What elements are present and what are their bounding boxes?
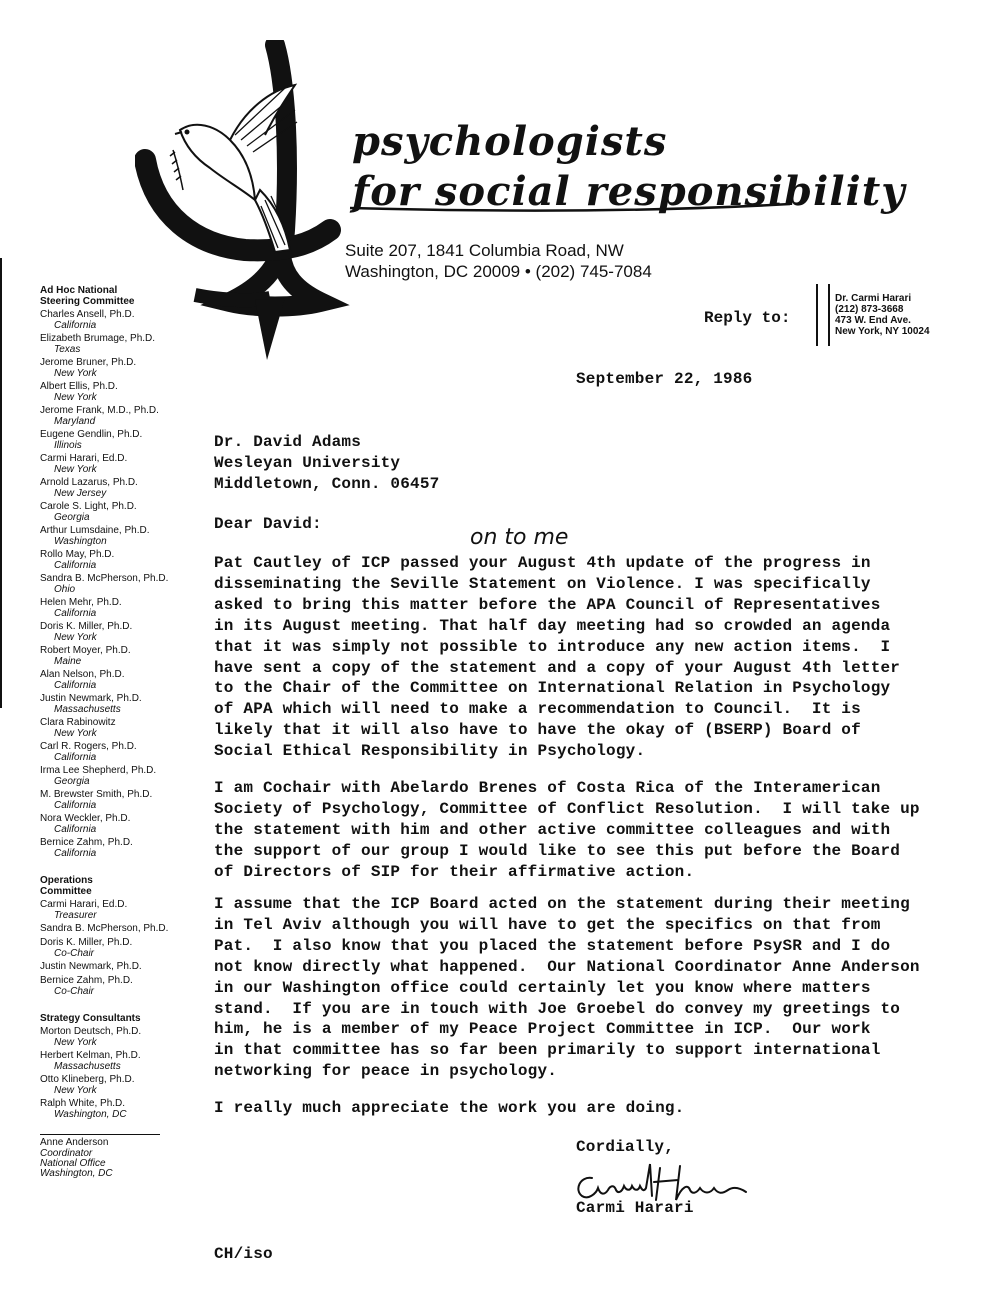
committee-member-name: Morton Deutsch, Ph.D. <box>40 1026 142 1037</box>
committee-member-name: Jerome Frank, M.D., Ph.D. <box>40 405 159 416</box>
strategy-heading: Strategy Consultants <box>40 1013 141 1024</box>
committee-member-name: Doris K. Miller, Ph.D. <box>40 621 133 632</box>
committee-member-detail: Maine <box>54 656 82 667</box>
committee-member-name: Carole S. Light, Ph.D. <box>40 501 137 512</box>
coordinator-place: Washington, DC <box>40 1168 113 1179</box>
committee-member-name: Irma Lee Shepherd, Ph.D. <box>40 765 157 776</box>
committee-member-name: Herbert Kelman, Ph.D. <box>40 1050 141 1061</box>
steering-heading-line-1: Ad Hoc National <box>40 285 118 296</box>
committee-member-name: Alan Nelson, Ph.D. <box>40 669 125 680</box>
committee-member-name: Helen Mehr, Ph.D. <box>40 597 122 608</box>
committee-member-name: Ralph White, Ph.D. <box>40 1098 126 1109</box>
committee-member-detail: Massachusetts <box>54 1061 121 1072</box>
committee-member-detail: California <box>54 824 97 835</box>
committee-member-name: Charles Ansell, Ph.D. <box>40 309 135 320</box>
coordinator-role-2: National Office <box>40 1158 106 1169</box>
committee-member-detail: Treasurer <box>54 910 97 921</box>
committee-member-detail: New York <box>54 368 97 379</box>
committee-member-name: Justin Newmark, Ph.D. <box>40 961 142 972</box>
committee-member-name: Carl R. Rogers, Ph.D. <box>40 741 137 752</box>
handwritten-insert: on to me <box>470 525 569 550</box>
org-name-line-1: psychologists <box>352 118 668 165</box>
committee-member-detail: Ohio <box>54 584 76 595</box>
committee-member-name: Sandra B. McPherson, Ph.D. <box>40 923 169 934</box>
reply-phone: (212) 873-3668 <box>835 304 904 315</box>
reply-divider <box>816 284 830 346</box>
salutation: Dear David: <box>214 515 322 533</box>
letter-paragraph-4: I really much appreciate the work you are doing. <box>214 1099 685 1117</box>
committee-member-name: Eugene Gendlin, Ph.D. <box>40 429 143 440</box>
committee-member-name: Bernice Zahm, Ph.D. <box>40 837 133 848</box>
inside-address: Dr. David Adams Wesleyan University Middletown, Conn. 06457 <box>214 433 440 493</box>
committee-member-name: Arnold Lazarus, Ph.D. <box>40 477 138 488</box>
committee-member-name: Robert Moyer, Ph.D. <box>40 645 131 656</box>
committee-member-detail: California <box>54 752 97 763</box>
committee-member-name: Jerome Bruner, Ph.D. <box>40 357 137 368</box>
committee-member-name: Nora Weckler, Ph.D. <box>40 813 131 824</box>
committee-member-detail: California <box>54 800 97 811</box>
committee-member-detail: New York <box>54 1085 97 1096</box>
org-name-line-2: for social responsibility <box>352 168 906 215</box>
committee-member-detail: New York <box>54 632 97 643</box>
committee-member-detail: New York <box>54 1037 97 1048</box>
coordinator-role-1: Coordinator <box>40 1148 93 1159</box>
committee-member-detail: California <box>54 680 97 691</box>
committee-member-detail: California <box>54 608 97 619</box>
committee-member-name: Elizabeth Brumage, Ph.D. <box>40 333 156 344</box>
committee-member-detail: New Jersey <box>54 488 107 499</box>
committee-member-detail: New York <box>54 392 97 403</box>
committee-member-detail: Georgia <box>54 776 90 787</box>
letter-paragraph-3: I assume that the ICP Board acted on the statement during their meeting in Tel Aviv although you will have to get the specifics on that from Pat. I also know that you placed the statement before PsySR and I do not know directly what happened. Our National Coordinator Anne Anderson in our Washington office could certainly let you know where matters stand. If you are in touch with Joe Groebel do convey my greetings to him, he is a member of my Peace Project Committee in ICP. Our work in that committee has so far been primarily to support international networking for peace in psychology. <box>214 895 920 1081</box>
steering-heading-line-2: Steering Committee <box>40 296 135 307</box>
typist-initials: CH/iso <box>214 1245 273 1263</box>
closing: Cordially, <box>576 1138 675 1156</box>
steering-committee-list <box>40 309 210 859</box>
committee-member-detail: Illinois <box>54 440 82 451</box>
org-address-line-2: Washington, DC 20009 • (202) 745-7084 <box>345 262 652 281</box>
letter-date: September 22, 1986 <box>576 370 753 388</box>
committee-member-name: Doris K. Miller, Ph.D. <box>40 937 133 948</box>
committee-member-detail: Maryland <box>54 416 96 427</box>
committee-member-name: M. Brewster Smith, Ph.D. <box>40 789 153 800</box>
committee-member-detail: Georgia <box>54 512 90 523</box>
committee-member-detail: Co-Chair <box>54 948 95 959</box>
committee-member-detail: Texas <box>54 344 81 355</box>
committee-member-name: Otto Klineberg, Ph.D. <box>40 1074 135 1085</box>
committee-member-name: Rollo May, Ph.D. <box>40 549 115 560</box>
committee-member-detail: Washington <box>54 536 107 547</box>
operations-heading-line-1: Operations <box>40 875 93 886</box>
letter-paragraph-2: I am Cochair with Abelardo Brenes of Costa Rica of the Interamerican Society of Psychology, Committee of Conflict Resolution. I will take up the statement with him and other active committee colleagues and with the support of our group I would like to see this put before the Board of Directors of SIP for their affirmative action. <box>214 779 920 881</box>
operations-heading-line-2: Committee <box>40 886 92 897</box>
committee-member-detail: Massachusetts <box>54 704 121 715</box>
strategy-consultants-list <box>40 1026 210 1120</box>
committee-member-detail: Washington, DC <box>54 1109 127 1120</box>
committee-member-detail: California <box>54 560 97 571</box>
committee-sidebar <box>40 285 210 1179</box>
coordinator-name: Anne Anderson <box>40 1137 109 1148</box>
reply-address-block <box>835 293 930 337</box>
committee-member-detail: California <box>54 848 97 859</box>
committee-member-name: Clara Rabinowitz <box>40 717 116 728</box>
committee-member-detail: New York <box>54 464 97 475</box>
letter-paragraph-1: Pat Cautley of ICP passed your August 4th update of the progress in disseminating the Seville Statement on Violence. I was specifically asked to bring this matter before the APA Council of Representatives in its August meeting. That half day meeting had so crowded an agenda that it was simply not possible to introduce any new action items. I have sent a copy of the statement and a copy of your August 4th letter to the Chair of the Committee on International Relation in Psychology of APA which will need to make a recommendation to Council. It is likely that it will also have to have the okay of (BSERP) Board of Social Ethical Responsibility in Psychology. <box>214 554 901 761</box>
committee-member-detail: California <box>54 320 97 331</box>
committee-member-name: Justin Newmark, Ph.D. <box>40 693 142 704</box>
committee-member-name: Albert Ellis, Ph.D. <box>40 381 118 392</box>
committee-member-detail: Co-Chair <box>54 986 95 997</box>
committee-member-detail: New York <box>54 728 97 739</box>
committee-member-name: Arthur Lumsdaine, Ph.D. <box>40 525 150 536</box>
reply-street: 473 W. End Ave. <box>835 315 911 326</box>
reply-name: Dr. Carmi Harari <box>835 293 912 304</box>
org-address-line-1: Suite 207, 1841 Columbia Road, NW <box>345 241 624 260</box>
signer-name: Carmi Harari <box>576 1199 694 1217</box>
committee-member-name: Carmi Harari, Ed.D. <box>40 899 128 910</box>
operations-committee-list <box>40 899 210 997</box>
reply-to-label: Reply to: <box>704 309 791 327</box>
committee-member-name: Sandra B. McPherson, Ph.D. <box>40 573 169 584</box>
left-margin-rule <box>0 258 2 708</box>
committee-member-name: Bernice Zahm, Ph.D. <box>40 975 133 986</box>
reply-city: New York, NY 10024 <box>835 326 930 337</box>
committee-member-name: Carmi Harari, Ed.D. <box>40 453 128 464</box>
